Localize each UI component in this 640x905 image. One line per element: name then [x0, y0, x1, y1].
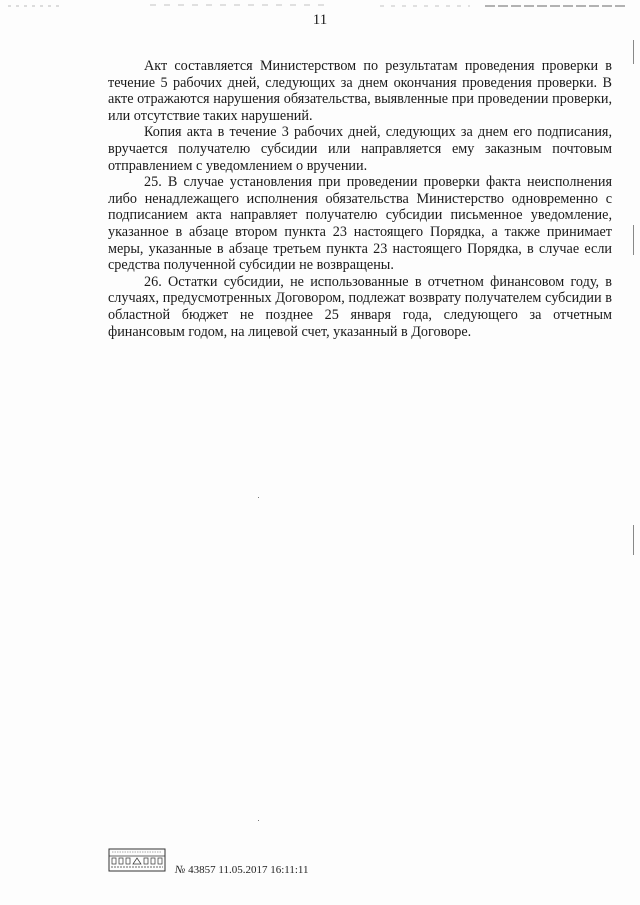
scan-dot — [258, 497, 259, 498]
registry-stamp-icon — [108, 848, 166, 872]
scan-edge-mark — [633, 40, 634, 64]
registration-number: 43857 — [188, 864, 216, 876]
scan-edge-mark — [633, 525, 634, 555]
paragraph-act-copy: Копия акта в течение 3 рабочих дней, следующих за днем его подписания, вручается получателю субсидии или направляется ему заказным почтовым отправлением с уведомлением о вручении. — [108, 124, 612, 174]
number-sign: № — [175, 864, 186, 876]
registration-date: 11.05.2017 — [218, 864, 268, 876]
registration-footer — [175, 864, 309, 876]
page-number: 11 — [312, 12, 328, 28]
paragraph-act-compilation: Акт составляется Министерством по результатам проведения проверки в течение 5 рабочих дней, следующих за днем окончания проведения проверки. В акте отражаются нарушения обязательства, выявленные при проведении проверки, или отсутствие таких нарушений. — [108, 58, 612, 124]
scan-artifact-top — [0, 2, 640, 10]
scan-edge-mark — [633, 225, 634, 255]
scan-dot — [258, 820, 259, 821]
paragraph-item-25: 25. В случае установления при проведении проверки факта неисполнения либо ненадлежащего исполнения обязательства Министерство одновременно с подписанием акта направляет получателю субсидии письменное уведомление, указанное в абзаце втором пункта 23 настоящего Порядка, а также принимает меры, указанные в абзаце третьем пункта 23 настоящего Порядка, в случае если средства полученной субсидии не возвращены. — [108, 174, 612, 274]
document-body — [108, 58, 612, 340]
paragraph-item-26: 26. Остатки субсидии, не использованные в отчетном финансовом году, в случаях, предусмотренных Договором, подлежат возврату получателем субсидии в областной бюджет не позднее 25 января года, следующего за отчетным финансовым годом, на лицевой счет, указанный в Договоре. — [108, 273, 612, 340]
registration-time: 16:11:11 — [270, 864, 309, 876]
